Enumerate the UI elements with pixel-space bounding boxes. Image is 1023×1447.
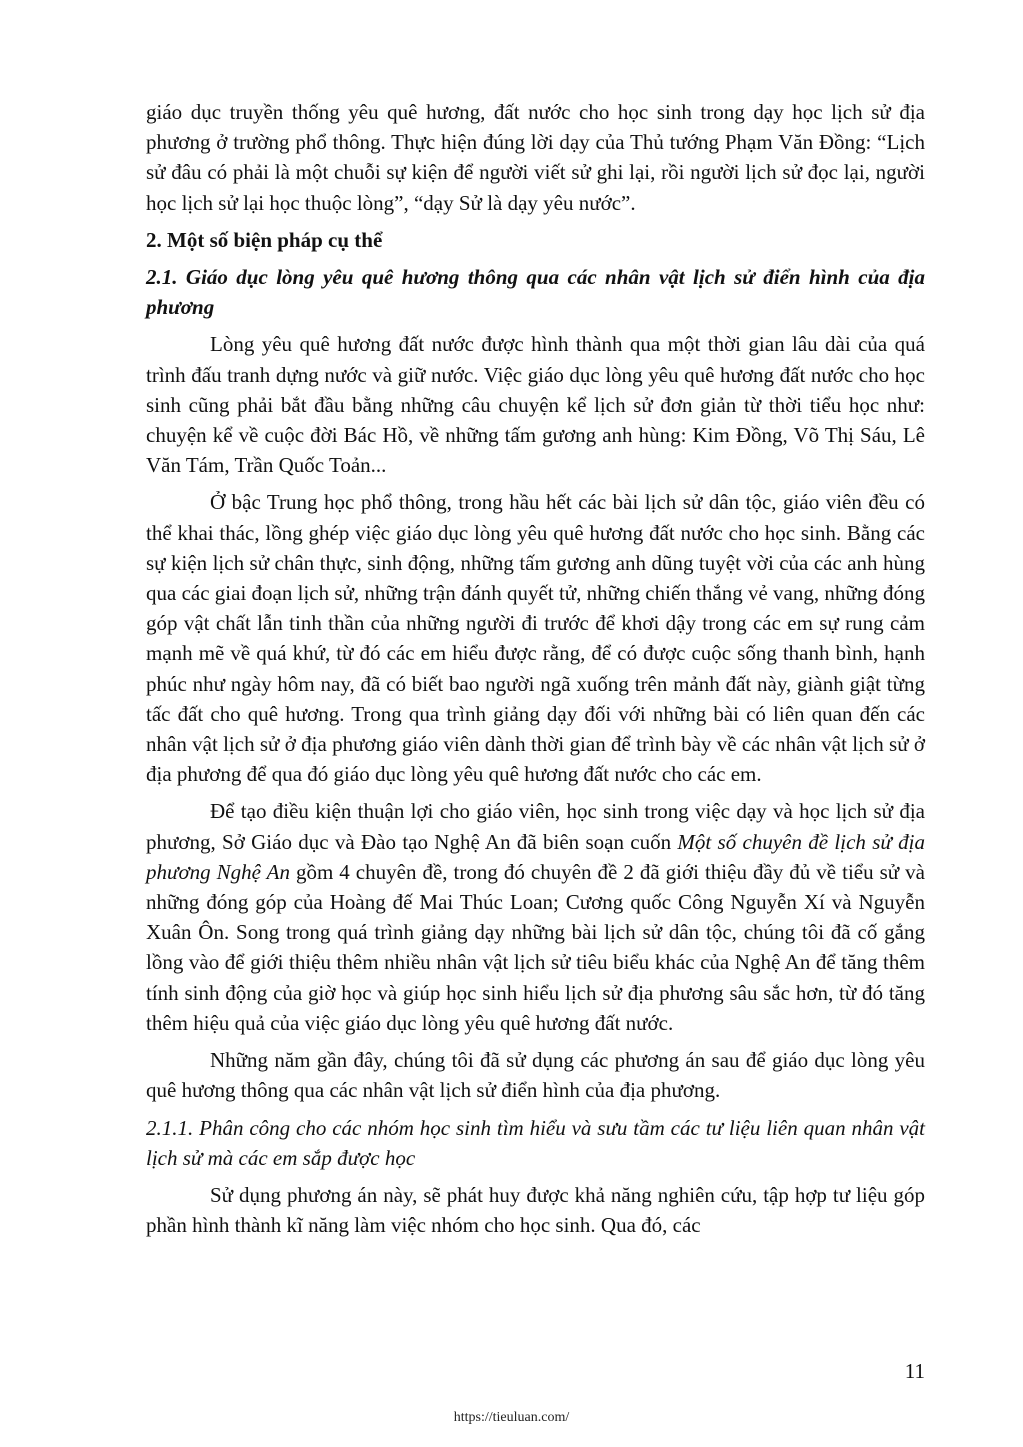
paragraph-4: Những năm gần đây, chúng tôi đã sử dụng các phương án sau để giáo dục lòng yêu quê hương thông qua các nhân vật lịch sử điển hình của địa phương. [146, 1048, 925, 1103]
paragraph-3-text-before: Để tạo điều kiện thuận lợi cho giáo viên, học sinh trong việc dạy và học lịch sử địa phương, Sở Giáo dục và Đào tạo Nghệ An đã biên soạn cuốn [146, 799, 925, 854]
paragraph-3 [146, 796, 925, 1038]
paragraph-3-text-after: gồm 4 chuyên đề, trong đó chuyên đề 2 đã giới thiệu đầy đủ về tiểu sử và những đóng góp của Hoàng đế Mai Thúc Loan; Cương quốc Công Nguyễn Xí và Nguyễn Xuân Ôn. Song trong quá trình giảng dạy những bài lịch sử dân tộc, chúng tôi đã cố gắng lồng vào để giới thiệu thêm nhiều nhân vật lịch sử tiêu biểu khác của Nghệ An để tăng thêm tính sinh động của giờ học và giúp học sinh hiểu lịch sử địa phương sâu sắc hơn, từ đó tăng thêm hiệu quả của việc giáo dục lòng yêu quê hương đất nước. [146, 859, 925, 1035]
footer-url[interactable]: https://tieuluan.com/ [453, 1410, 570, 1425]
book-title: Một số chuyên đề lịch sử địa phương Nghệ An [146, 829, 926, 884]
section-heading: 2. Một số biện pháp cụ thể [146, 227, 383, 252]
sub-subsection-heading: 2.1.1. Phân công cho các nhóm học sinh tìm hiểu và sưu tầm các tư liệu liên quan nhân vật lịch sử mà các em sắp được học [146, 1115, 925, 1170]
document-body [146, 97, 925, 1247]
paragraph-5: Sử dụng phương án này, sẽ phát huy được khả năng nghiên cứu, tập hợp tư liệu góp phần hình thành kĩ năng làm việc nhóm cho học sinh. Qua đó, các [146, 1182, 925, 1238]
paragraph-2: Ở bậc Trung học phổ thông, trong hầu hết các bài lịch sử dân tộc, giáo viên đều có thể khai thác, lồng ghép việc giáo dục lòng yêu quê hương đất nước cho học sinh. Bằng các sự kiện lịch sử chân thực, sinh động, những tấm gương anh dũng tuyệt vời của các anh hùng qua các giai đoạn lịch sử, những trận đánh quyết tử, những chiến thắng vẻ vang, những đóng góp vật chất lẫn tinh thần của những người đi trước để khơi dậy trong các em sự rung cảm mạnh mẽ về quá khứ, từ đó các em hiểu được rằng, để có được cuộc sống thanh bình, hạnh phúc như ngày hôm nay, đã có biết bao người ngã xuống trên mảnh đất này, giành giật từng tấc đất cho quê hương. Trong qua trình giảng dạy đối với những bài có liên quan đến các nhân vật lịch sử ở địa phương giáo viên dành thời gian để trình bày về các nhân vật lịch sử ở địa phương để qua đó giáo dục lòng yêu quê hương đất nước cho các em. [146, 490, 925, 787]
intro-paragraph: giáo dục truyền thống yêu quê hương, đất nước cho học sinh trong dạy học lịch sử địa phương ở trường phổ thông. Thực hiện đúng lời dạy của Thủ tướng Phạm Văn Đồng: “Lịch sử đâu có phải là một chuỗi sự kiện để người viết sử ghi lại, rồi người lịch sử đọc lại, người học lịch sử lại học thuộc lòng”, “dạy Sử là dạy yêu nước”. [146, 100, 925, 215]
paragraph-1: Lòng yêu quê hương đất nước được hình thành qua một thời gian lâu dài của quá trình đấu tranh dựng nước và giữ nước. Việc giáo dục lòng yêu quê hương đất nước cho học sinh cũng phải bắt đầu bằng những câu chuyện kể lịch sử đơn giản từ thời tiểu học như: chuyện kể về cuộc đời Bác Hồ, về những tấm gương anh hùng: Kim Đồng, Võ Thị Sáu, Lê Văn Tám, Trần Quốc Toản... [146, 332, 925, 478]
subsection-heading: 2.1. Giáo dục lòng yêu quê hương thông qua các nhân vật lịch sử điển hình của địa phương [146, 265, 925, 320]
page-number: 11 [904, 1359, 925, 1383]
